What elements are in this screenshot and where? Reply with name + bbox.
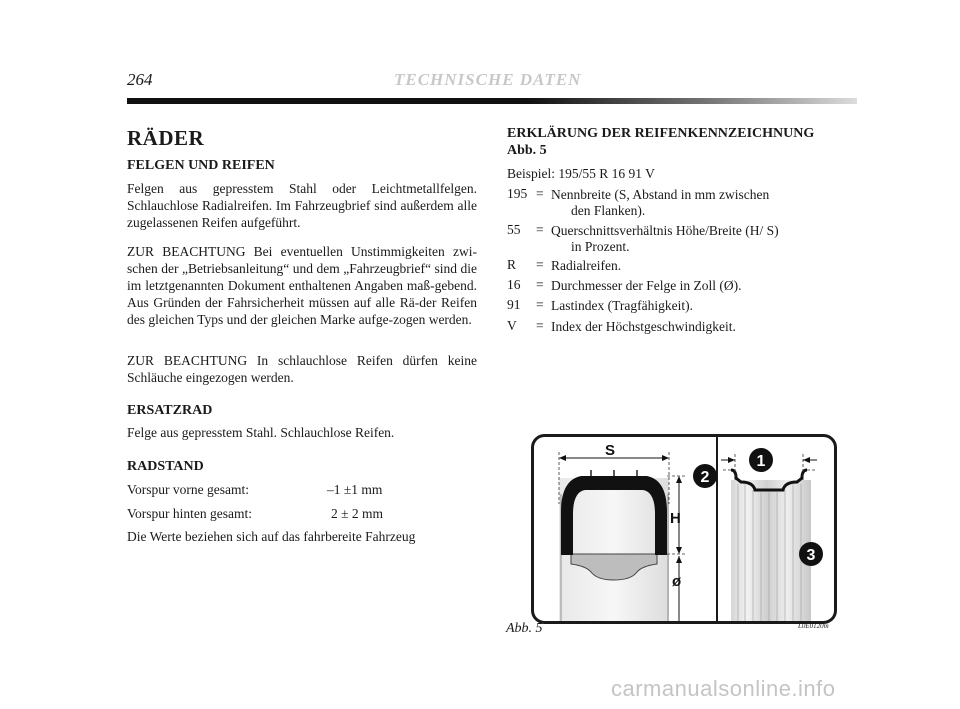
paragraph-beachtung-1: ZUR BEACHTUNG Bei eventuellen Unstimmigkeiten zwi-schen der „Betriebsanleitung“ und dem „Fahrzeugbrief“ sind die im letztgenannten Dokument enthaltenen Angaben maß-gebend. Aus Gründen der Fahrsicherheit müssen auf alle Rä-der Reifen des gleichen Typs und der gleichen Marke aufge-zogen werden. — [127, 244, 477, 327]
legend-key: 195 — [507, 186, 528, 201]
watermark: carmanualsonline.info — [611, 676, 836, 701]
heading-ersatzrad: ERSATZRAD — [127, 403, 213, 418]
legend-key: 16 — [507, 277, 521, 292]
page-number: 264 — [127, 70, 153, 89]
legend-text: Querschnittsverhältnis Höhe/Breite (H/ S) — [551, 223, 779, 238]
legend-key: V — [507, 318, 517, 333]
header-rule — [127, 98, 857, 104]
running-head: TECHNISCHE DATEN — [394, 70, 582, 89]
label-h: H — [670, 510, 681, 527]
legend-text-continued: den Flanken). — [571, 203, 646, 218]
figure-code: L0E0120m — [798, 622, 829, 630]
paragraph-ersatzrad: Felge aus gepresstem Stahl. Schlauchlose Reifen. — [127, 425, 395, 440]
section-title: RÄDER — [127, 126, 205, 150]
vorspur-hinten-label: Vorspur hinten gesamt: — [127, 506, 252, 521]
vorspur-vorne-value: –1 ±1 mm — [327, 482, 383, 497]
beispiel-line: Beispiel: 195/55 R 16 91 V — [507, 166, 655, 181]
heading-felgen: FELGEN UND REIFEN — [127, 158, 275, 173]
legend-equals: = — [536, 222, 544, 237]
legend-key: 91 — [507, 297, 521, 312]
callout-2: 2 — [700, 469, 710, 486]
paragraph-felgen: Felgen aus gepresstem Stahl oder Leichtmetallfelgen. Schlauchlose Radialreifen. Im Fahrzeugbrief sind außerdem alle zugelassenen Reifen aufgeführt. — [127, 181, 477, 230]
figure-caption: Abb. 5 — [506, 621, 543, 636]
legend-key: 55 — [507, 222, 521, 237]
heading-radstand: RADSTAND — [127, 459, 204, 474]
callout-3: 3 — [806, 547, 816, 564]
legend-equals: = — [536, 297, 544, 312]
heading-abb-ref: Abb. 5 — [507, 143, 547, 158]
tire-diagram-figure — [531, 434, 837, 624]
legend-text-continued: in Prozent. — [571, 239, 630, 254]
tire-diagram — [531, 434, 837, 624]
legend-text: Durchmesser der Felge in Zoll (Ø). — [551, 278, 742, 293]
legend-key: R — [507, 257, 517, 272]
legend-text: Lastindex (Tragfähigkeit). — [551, 298, 693, 313]
legend-text: Radialreifen. — [551, 258, 622, 273]
legend-equals: = — [536, 186, 544, 201]
heading-reifenkennzeichnung: ERKLÄRUNG DER REIFENKENNZEICHNUNG — [507, 126, 815, 141]
legend-text: Index der Höchstgeschwindigkeit. — [551, 319, 736, 334]
paragraph-werte: Die Werte beziehen sich auf das fahrbereite Fahrzeug — [127, 529, 416, 544]
legend-equals: = — [536, 277, 544, 292]
legend-equals: = — [536, 257, 544, 272]
paragraph-beachtung-2: ZUR BEACHTUNG In schlauchlose Reifen dürfen keine Schläuche eingezogen werden. — [127, 353, 477, 385]
callout-1: 1 — [756, 453, 766, 470]
legend-equals: = — [536, 318, 544, 333]
label-s: S — [605, 442, 616, 459]
legend-text: Nennbreite (S, Abstand in mm zwischen — [551, 187, 770, 202]
vorspur-hinten-value: 2 ± 2 mm — [331, 506, 384, 521]
label-diameter: ø — [672, 573, 682, 590]
vorspur-vorne-label: Vorspur vorne gesamt: — [127, 482, 249, 497]
